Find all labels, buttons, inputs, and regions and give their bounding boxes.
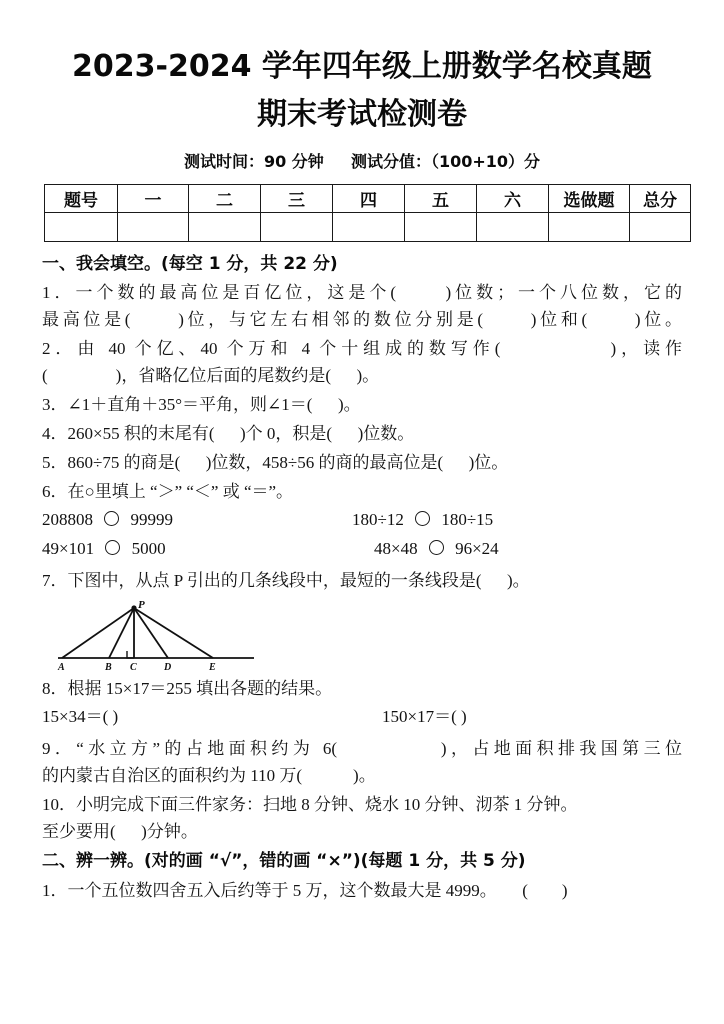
question-7-figure [56,598,682,672]
question-5 [42,449,682,476]
score-table-value-cell[interactable] [189,213,261,242]
question-8-line-1: 8．根据 15×17＝255 填出各题的结果。 [42,679,333,699]
score-table-header-cell: 总分 [630,185,691,213]
question-10-line-1: 10．小明完成下面三件家务：扫地 8 分钟、烧水 10 分钟、沏茶 1 分钟。 [42,795,578,815]
score-table-header-cell: 选做题 [549,185,630,213]
question-1-line-1: 1．一个数的最高位是百亿位，这是个( )位数；一个八位数，它的 [42,283,682,303]
question-2 [42,335,682,389]
score-table-header-cell: 六 [477,185,549,213]
score-table-value-cell[interactable] [477,213,549,242]
compare-operand-a: 48×48 [374,539,418,559]
exam-meta [42,149,682,172]
compare-row-1 [42,506,682,534]
compare-row-2 [42,535,682,563]
compare-operand-b: 180÷15 [441,510,494,530]
diagram-label-e: E [209,662,216,673]
question-8-expression-right: 150×17＝( ) [382,707,467,727]
score-table-header-cell: 四 [333,185,405,213]
question-3 [42,391,682,418]
page-title-line2: 期末考试检测卷 [257,96,467,132]
question-5-line-1: 5．860÷75 的商是( )位数，458÷56 的商的最高位是( )位。 [42,453,509,473]
compare-operand-b: 96×24 [455,539,499,559]
question-2-line-2: ( )，省略亿位后面的尾数约是( )。 [42,366,380,386]
score-table-value-cell[interactable] [333,213,405,242]
compare-expression-left-1 [42,506,342,534]
score-table-value-cell[interactable] [261,213,333,242]
section-heading-true-false: 二、辨一辨。(对的画 “√”，错的画 “×”)(每题 1 分，共 5 分) [42,851,526,872]
question-4-line-1: 4．260×55 积的末尾有( )个 0，积是( )位数。 [42,424,415,444]
question-9 [42,735,682,789]
diagram-label-c: C [130,662,137,673]
score-table-header-cell: 二 [189,185,261,213]
question-7 [42,567,682,594]
compare-operand-b: 99999 [130,510,173,530]
page-bottom-spacer [42,904,682,908]
score-table-header-cell: 五 [405,185,477,213]
diagram-point-p-dot [131,606,136,611]
diagram-label-p: P [138,599,145,612]
right-angle-marker-icon [127,651,134,658]
score-table-header-cell: 题号 [45,185,118,213]
compare-expression-left-2 [42,535,342,563]
score-table-value-cell[interactable] [405,213,477,242]
question-4 [42,420,682,447]
compare-operand-a: 180÷12 [352,510,404,530]
question-9-line-2: 的内蒙古自治区的面积约为 110 万( )。 [42,766,376,786]
compare-operand-b: 5000 [131,539,166,559]
comparison-circle-icon[interactable] [105,540,120,555]
diagram-label-d: D [164,662,172,673]
diagram-label-b: B [105,662,112,673]
question-8-answers-row [42,703,682,731]
section-heading-fill-in-blanks: 一、我会填空。(每空 1 分，共 22 分) [42,254,338,274]
score-table-value-cell[interactable] [118,213,189,242]
score-table [44,184,691,242]
diagram-label-a: A [58,662,65,673]
score-table-value-cell[interactable] [630,213,691,242]
compare-operand-a: 208808 [42,510,93,530]
score-table-header-cell: 三 [261,185,333,213]
section2-question-1 [42,877,682,904]
question-1-line-2: 最高位是( )位，与它左右相邻的数位分别是( )位和( )位。 [42,310,682,330]
exam-total-score: 测试分值：（100+10）分 [350,152,541,171]
diagram-segment-pd [134,608,168,658]
question-7-line-1: 7．下图中，从点 P 引出的几条线段中，最短的一条线段是( )。 [42,571,530,591]
point-p-segments-diagram [56,598,256,672]
score-table-value-cell[interactable] [549,213,630,242]
comparison-circle-icon[interactable] [415,511,430,526]
question-2-line-1: 2．由 40 个亿、40 个万和 4 个十组成的数写作( )，读作 [42,339,682,359]
score-table-value-cell[interactable] [45,213,118,242]
question-6-line-1: 6．在○里填上 “＞” “＜” 或 “＝”。 [42,482,294,502]
question-9-line-1: 9．“水立方”的占地面积约为 6( )，占地面积排我国第三位 [42,739,682,759]
page-title-line1: 2023-2024 学年四年级上册数学名校真题 [72,49,652,84]
question-10-line-2: 至少要用( )分钟。 [42,822,198,842]
diagram-segment-pb [109,608,134,658]
question-3-line-1: 3．∠1＋直角＋35°＝平角，则∠1＝( )。 [42,395,361,415]
comparison-circle-icon[interactable] [429,540,444,555]
question-10 [42,791,682,845]
comparison-circle-icon[interactable] [104,511,119,526]
diagram-segment-pa [62,608,134,658]
question-1 [42,279,682,333]
question-8 [42,675,682,702]
score-table-header-row [45,185,691,213]
question-8-expression-left: 15×34＝( ) [42,707,119,727]
diagram-segment-pe [134,608,213,658]
exam-duration: 测试时间：90 分钟 [183,152,324,171]
question-6 [42,478,682,505]
section2-question-1-line-1: 1．一个五位数四舍五入后约等于 5 万，这个数最大是 4999。 ( ) [42,880,568,900]
compare-expression-right-1 [342,506,682,534]
compare-expression-right-2 [342,535,682,563]
score-table-header-cell: 一 [118,185,189,213]
compare-operand-a: 49×101 [42,539,95,559]
score-table-value-row [45,213,691,242]
